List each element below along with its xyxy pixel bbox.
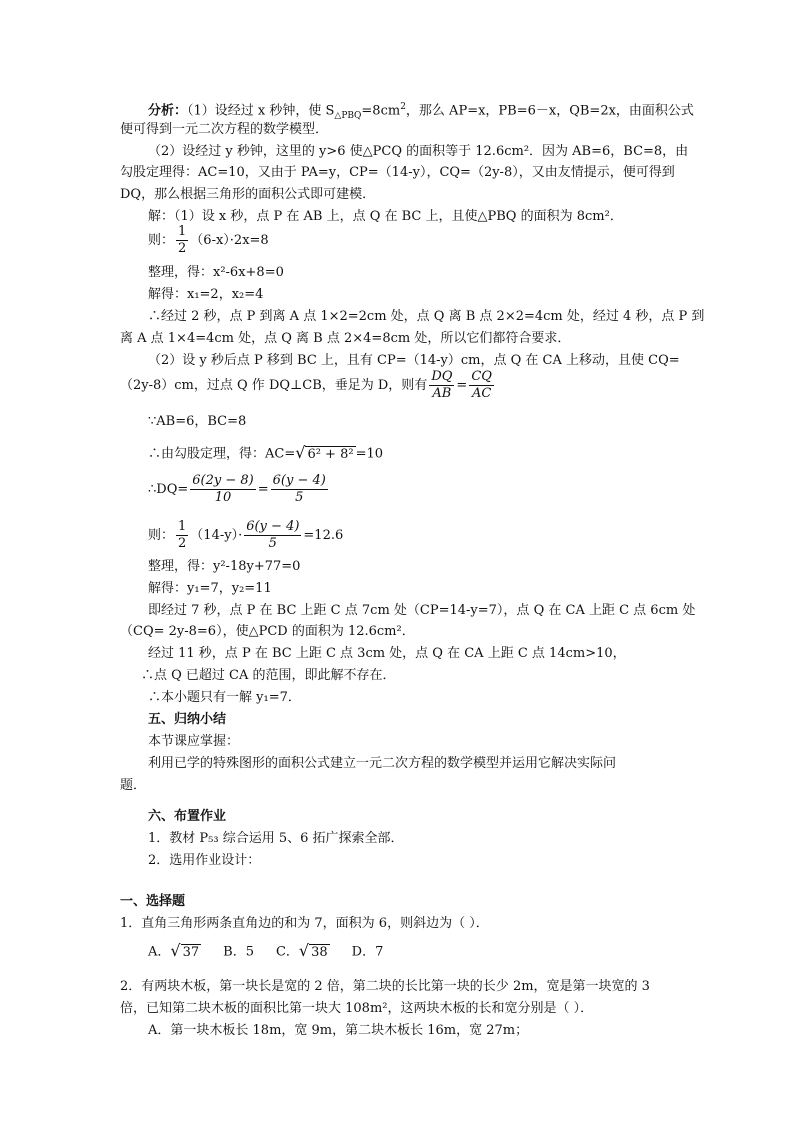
solution2-result-3: 经过 11 秒，点 P 在 BC 上距 C 点 3cm 处，点 Q 在 CA 上距 C 点 14cm>10，	[148, 646, 626, 661]
analysis-text: =8cm	[361, 103, 401, 119]
equation-middle: （14-y）·	[190, 528, 243, 543]
square-root	[299, 938, 330, 966]
question-2-line-1: 2．有两块木板，第一块长是宽的 2 倍，第二块的长比第一块的长少 2m，宽是第一块宽的 3	[120, 979, 650, 994]
fraction-numerator: 1	[178, 519, 187, 534]
analysis-label: 分析：	[148, 103, 188, 119]
analysis-line-4: 勾股定理得：AC=10，又由于 PA=y，CP=（14-y），CQ=（2y-8），又由友情提示，便可得到	[120, 165, 675, 180]
solution2-result-1: 即经过 7 秒，点 P 在 BC 上距 C 点 7cm 处（CP=14-y=7），点 Q 在 CA 上距 C 点 6cm 处	[148, 603, 696, 618]
option-c-label: C．	[275, 944, 299, 960]
analysis-text: （1）设经过 x 秒钟，使 S	[187, 103, 335, 119]
area-subscript: △PBQ	[334, 110, 362, 121]
solution2-pythagoras	[148, 440, 383, 468]
equation-rhs: =12.6	[303, 528, 344, 543]
solution1-equation	[148, 224, 269, 258]
pythagoras-result: =10	[355, 446, 383, 462]
dq-label: ∴DQ=	[148, 482, 189, 497]
fraction-half	[176, 519, 188, 552]
fraction-numerator: 6(2y − 8)	[192, 473, 254, 488]
fraction-dq-1	[190, 473, 255, 506]
fraction-numerator: DQ	[431, 369, 453, 384]
analysis-line-2: 便可得到一元二次方程的数学模型．	[120, 122, 329, 137]
fraction-denominator: 2	[178, 536, 187, 551]
radicand: 6² + 8²	[307, 447, 354, 462]
pythagoras-text: ∴由勾股定理，得：AC=	[148, 446, 296, 462]
radicand: 38	[311, 945, 328, 960]
question-1-options	[148, 938, 383, 966]
fraction-dq-2	[271, 473, 328, 506]
then-label: 则：	[148, 528, 175, 543]
solution2-dq	[148, 472, 330, 508]
fraction-cq-ac	[469, 369, 494, 402]
solution2-result-5: ∴本小题只有一解 y₁=7．	[148, 690, 301, 705]
option-a-label: A．	[148, 944, 171, 960]
solution2-given: ∵AB=6，BC=8	[148, 414, 247, 429]
fraction-numerator: CQ	[471, 369, 492, 384]
radical-sign: √	[295, 443, 306, 462]
equation-rest: （6-x）·2x=8	[190, 233, 269, 248]
fraction-denominator: 10	[214, 490, 232, 505]
section6-item-2: 2．选用作业设计：	[148, 853, 261, 868]
solution1-line-1: 解：（1）设 x 秒，点 P 在 AB 上，点 Q 在 BC 上，且使△PBQ 的面积为 8cm²．	[148, 209, 623, 224]
fraction-denominator: 2	[178, 241, 187, 256]
fraction-dq-ab	[429, 369, 454, 402]
analysis-text: ，那么 AP=x，PB=6－x，QB=2x，由面积公式	[405, 103, 694, 119]
fraction-denominator: AB	[432, 386, 452, 401]
fraction-numerator: 6(y − 4)	[246, 519, 300, 534]
section5-line-1: 本节课应掌握：	[148, 734, 240, 749]
fraction-denominator: AC	[471, 386, 492, 401]
solution2-simplify: 整理，得：y²-18y+77=0	[148, 559, 301, 574]
fraction-numerator: 6(y − 4)	[272, 473, 326, 488]
question-1: 1．直角三角形两条直角边的和为 7，面积为 6，则斜边为（ ）．	[120, 916, 489, 931]
solution1-explain-2: 离 A 点 1×4=4cm 处，点 Q 离 B 点 2×4=8cm 处，所以它们都符合要求．	[120, 331, 571, 346]
equals-sign: =	[456, 378, 468, 393]
analysis-line-3: （2）设经过 y 秒钟，这里的 y>6 使△PCQ 的面积等于 12.6cm²．因为 AB=6，BC=8，由	[148, 144, 689, 159]
section6-heading: 六、布置作业	[148, 809, 227, 824]
radical-sign: √	[170, 941, 181, 960]
section6-item-1: 1．教材 P₅₃ 综合运用 5、6 拓广探索全部．	[148, 831, 404, 846]
solution1-explain-1: ∴经过 2 秒，点 P 到离 A 点 1×2=2cm 处，点 Q 离 B 点 2×2=4cm 处，经过 4 秒，点 P 到	[148, 309, 705, 324]
solution1-solve: 解得：x₁=2，x₂=4	[148, 287, 264, 302]
fraction-denominator: 5	[268, 536, 277, 551]
option-d: D．7	[351, 944, 384, 960]
solution2-area-eq	[148, 518, 343, 554]
solution2-result-2: （CQ= 2y-8=6），使△PCD 的面积为 12.6cm²．	[120, 624, 415, 639]
option-b: B．5	[223, 944, 254, 960]
analysis-line-5: DQ，那么根据三角形的面积公式即可建模．	[120, 187, 376, 202]
exercises-heading: 一、选择题	[120, 894, 186, 909]
radicand: 37	[182, 945, 200, 960]
solution1-simplify: 整理，得：x²-6x+8=0	[148, 265, 284, 280]
fraction-denominator: 5	[295, 490, 304, 505]
fraction-numerator: 1	[178, 224, 187, 239]
radical-sign: √	[298, 941, 310, 960]
equals-sign: =	[257, 482, 269, 497]
solution2-text: （2y-8）cm，过点 Q 作 DQ⊥CB，垂足为 D，则有	[120, 378, 428, 393]
fraction-half	[176, 224, 188, 257]
question-2-option-a: A．第一块木板长 18m，宽 9m，第二块木板长 16m，宽 27m；	[148, 1023, 529, 1038]
fraction-area	[244, 519, 301, 552]
solution2-solve: 解得：y₁=7，y₂=11	[148, 581, 272, 596]
then-label: 则：	[148, 233, 175, 248]
square-root	[170, 938, 201, 966]
square-root	[295, 440, 355, 468]
squared-sup: 2	[400, 102, 406, 112]
section5-heading: 五、归纳小结	[148, 712, 227, 727]
section5-line-2: 利用已学的特殊图形的面积公式建立一元二次方程的数学模型并运用它解决实际问	[148, 756, 617, 771]
question-2-line-2: 倍，已知第二块木板的面积比第一块大 108m²，这两块木板的长和宽分别是（ ）．	[120, 1001, 594, 1016]
section5-line-3: 题．	[120, 778, 147, 793]
solution2-result-4: ∴点 Q 已超过 CA 的范围，即此解不存在．	[141, 668, 396, 683]
solution2-line-2	[120, 368, 496, 404]
solution2-line-1: （2）设 y 秒后点 P 移到 BC 上，且有 CP=（14-y）cm，点 Q 在 CA 上移动，且使 CQ=	[148, 353, 680, 368]
